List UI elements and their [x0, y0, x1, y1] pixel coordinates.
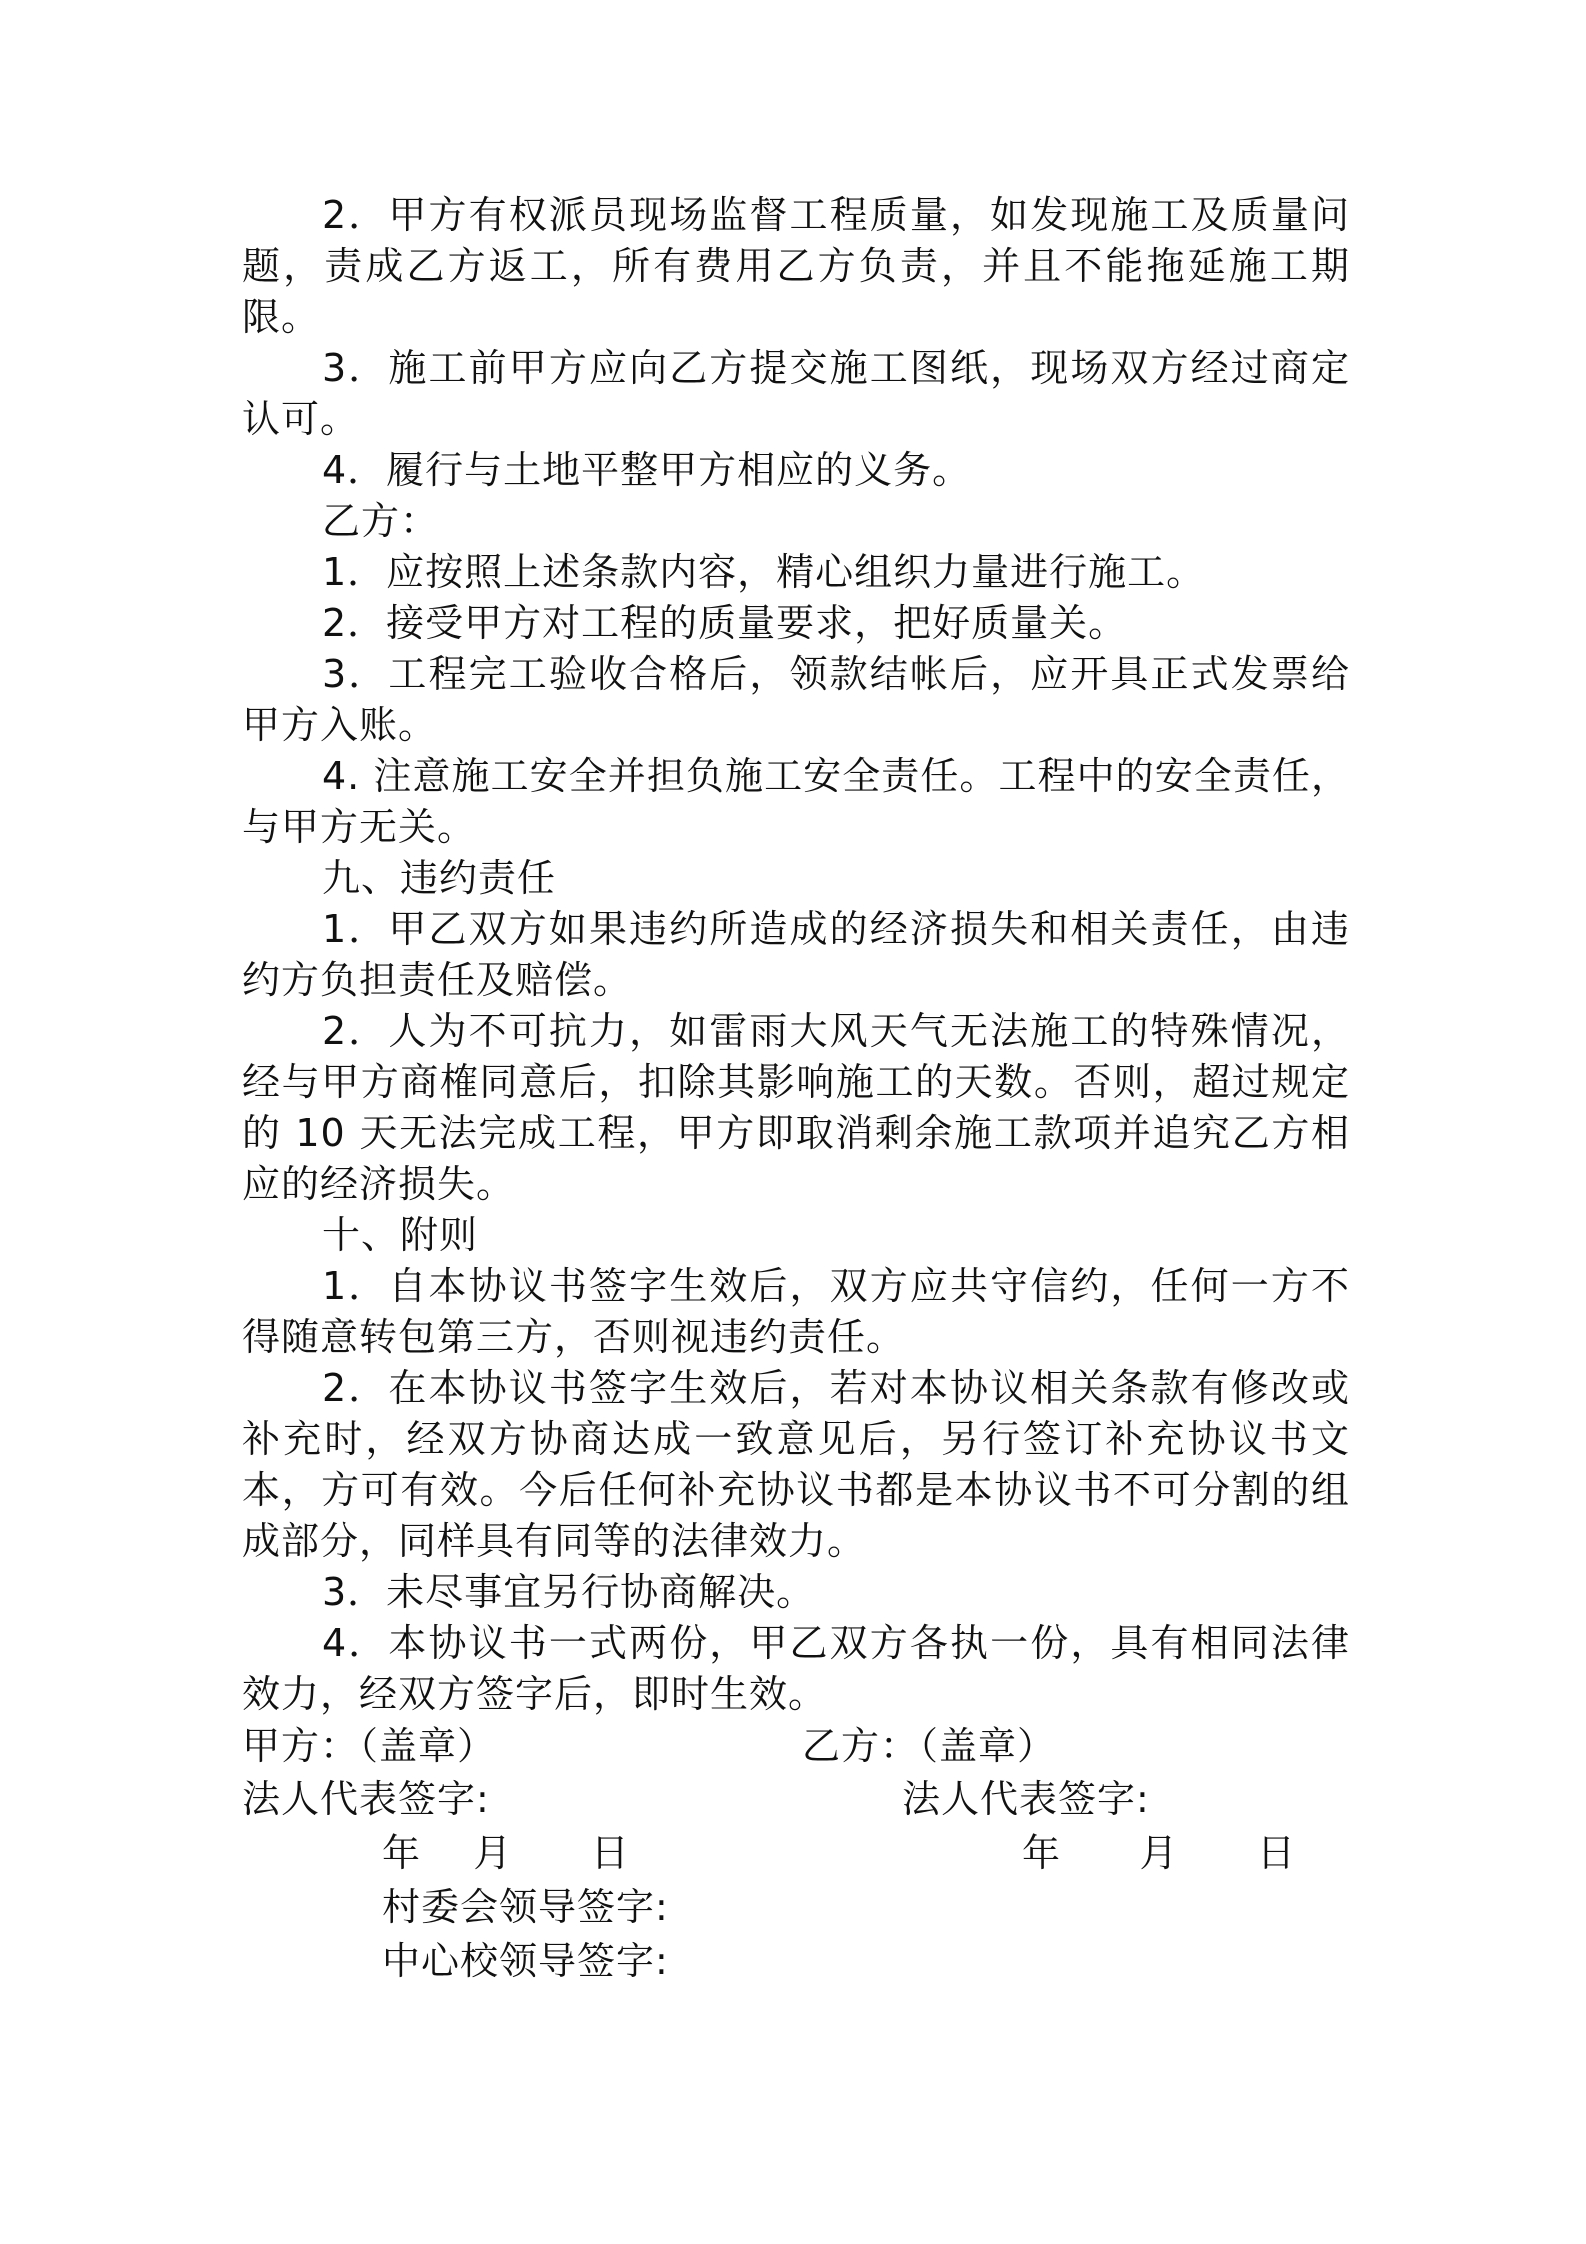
party-a-seal: 甲方：（盖章）	[242, 1724, 497, 1768]
document-body	[242, 190, 1350, 1720]
central-school-signature: 中心校领导签字:	[382, 1939, 669, 1983]
section-9-heading: 九、违约责任	[322, 856, 557, 900]
party-b-heading: 乙方：	[322, 499, 440, 543]
clause-a-3: 3．施工前甲方应向乙方提交施工图纸，现场双方经过商定认可。	[242, 346, 1350, 441]
clause-b-1: 1．应按照上述条款内容，精心组织力量进行施工。	[322, 550, 1206, 594]
clause-9-1: 1．甲乙双方如果违约所造成的经济损失和相关责任，由违约方负担责任及赔偿。	[242, 907, 1350, 1002]
clause-b-3: 3．工程完工验收合格后，领款结帐后，应开具正式发票给甲方入账。	[242, 652, 1350, 747]
party-b-rep-signature: 法人代表签字:	[902, 1777, 1150, 1821]
party-a-rep-signature: 法人代表签字:	[242, 1777, 490, 1821]
clause-10-1: 1．自本协议书签字生效后，双方应共守信约，任何一方不得随意转包第三方，否则视违约责任。	[242, 1264, 1350, 1359]
clause-b-4: 4. 注意施工安全并担负施工安全责任。工程中的安全责任，与甲方无关。	[242, 754, 1350, 849]
clause-b-2: 2．接受甲方对工程的质量要求，把好质量关。	[322, 601, 1128, 645]
party-b-date: 年 月 日	[1022, 1831, 1296, 1875]
clause-10-3: 3．未尽事宜另行协商解决。	[322, 1570, 816, 1614]
party-b-seal: 乙方：（盖章）	[802, 1724, 1057, 1768]
clause-a-4: 4．履行与土地平整甲方相应的义务。	[322, 448, 972, 492]
clause-a-2: 2．甲方有权派员现场监督工程质量，如发现施工及质量问题，责成乙方返工，所有费用乙方负责，并且不能拖延施工期限。	[242, 193, 1350, 339]
clause-10-4: 4．本协议书一式两份，甲乙双方各执一份，具有相同法律效力，经双方签字后，即时生效。	[242, 1621, 1350, 1716]
village-committee-signature: 村委会领导签字:	[382, 1885, 669, 1929]
party-a-date: 年 月 日	[382, 1831, 630, 1875]
section-10-heading: 十、附则	[322, 1213, 479, 1257]
clause-10-2: 2．在本协议书签字生效后，若对本协议相关条款有修改或补充时，经双方协商达成一致意见后，另行签订补充协议书文本，方可有效。今后任何补充协议书都是本协议书不可分割的组成部分，同样具有同等的法律效力。	[242, 1366, 1350, 1563]
clause-9-2: 2．人为不可抗力，如雷雨大风天气无法施工的特殊情况，经与甲方商榷同意后，扣除其影响施工的天数。否则，超过规定的 10 天无法完成工程，甲方即取消剩余施工款项并追究乙方相应的经济损失。	[242, 1009, 1350, 1206]
